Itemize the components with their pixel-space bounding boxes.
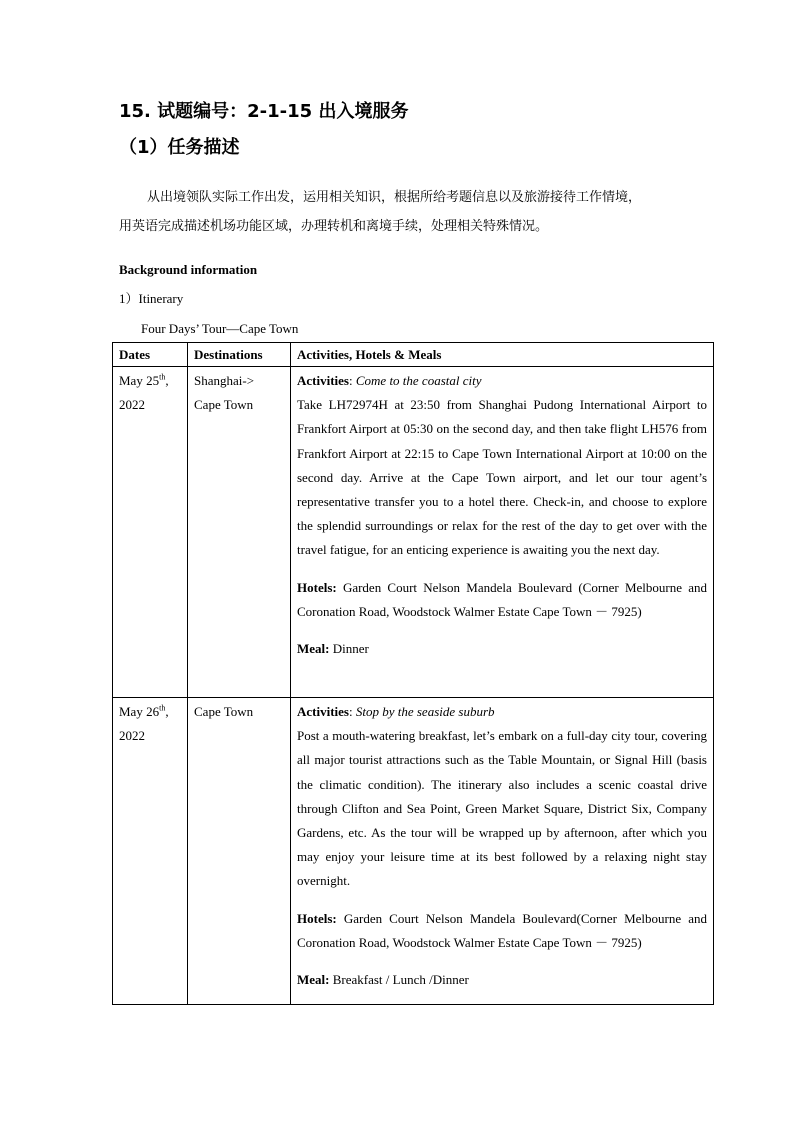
meal-text: Dinner xyxy=(332,641,369,657)
task-description-heading: （1）任务描述 xyxy=(119,137,240,158)
meal-text: Breakfast / Lunch /Dinner xyxy=(332,972,469,988)
itinerary-table xyxy=(112,342,714,1005)
table-row xyxy=(113,698,714,1005)
date-year: 2022 xyxy=(119,397,145,413)
tour-title: Four Days’ Tour—Cape Town xyxy=(141,321,299,336)
activities-text: Take LH72974H at 23:50 from Shanghai Pudong International Airport to Frankfort Airport at 05:30 on the second day, and then take flight LH576 from Frankfort Airport at 22:15 to Cape Town International Airport at 10:00 on the second day. Arrive at the Cape Town airport, and let our tour agent’s representative transfer you to a hotel there. Check-in, and choose to explore the splendid surroundings or relax for the rest of the day to get over with the travel fatigue, for an enticing experience is awaiting you the next day. xyxy=(297,397,707,558)
description-line-2: 用英语完成描述机场功能区域，办理转机和离境手续，处理相关特殊情况。 xyxy=(119,219,549,234)
header-activities: Activities, Hotels & Meals xyxy=(291,343,714,367)
hotels-text: Garden Court Nelson Mandela Boulevard(Corner Melbourne and Coronation Road, Woodstock Walmer Estate Cape Town － 7925) xyxy=(297,910,708,950)
header-destinations: Destinations xyxy=(188,343,291,367)
table-header-row xyxy=(113,343,714,367)
date-cell: May 26th, 2022 xyxy=(113,698,188,1005)
destination-cell xyxy=(188,698,291,1005)
meal-label: Meal: xyxy=(297,641,330,657)
hotels-label: Hotels: xyxy=(297,579,337,595)
destination-line-1: Cape Town xyxy=(194,704,254,719)
activities-cell: Activities: Come to the coastal city Take LH72974H at 23:50 from Shanghai Pudong International Airport to Frankfort Airport at 05:30 on the second day, and then take flight LH576 from Frankfort Airport at 22:15 to Cape Town International Airport at 10:00 on the second day. Arrive at the Cape Town airport, and let our tour agent’s representative transfer you to a hotel there. Check-in, and choose to explore the splendid surroundings or relax for the rest of the day to get over with the travel fatigue, for an enticing experience is awaiting you the next day. Hotels: Garden Court Nelson Mandela Boulevard (Corner Melbourne and Coronation Road, Woodstock Walmer Estate Cape Town － 7925) Meal: Dinner xyxy=(291,367,714,698)
activities-label: Activities xyxy=(297,704,349,719)
date-cell: May 25th, 2022 xyxy=(113,367,188,698)
activities-text: Post a mouth-watering breakfast, let’s embark on a full-day city tour, covering all major tourist attractions such as the Table Mountain, or Signal Hill (basis the climatic condition). The itinerary also includes a scenic coastal drive through Clifton and Sea Point, Green Market Square, District Six, Company Gardens, etc. As the tour will be wrapped up by afternoon, after which you may enjoy your leisure time at its best followed by a relaxing night stay overnight. xyxy=(297,728,707,889)
date-suffix: th xyxy=(159,372,166,382)
hotels-text: Garden Court Nelson Mandela Boulevard (Corner Melbourne and Coronation Road, Woodstock Walmer Estate Cape Town － 7925) xyxy=(297,579,707,619)
activities-cell: Activities: Stop by the seaside suburb Post a mouth-watering breakfast, let’s embark on a full-day city tour, covering all major tourist attractions such as the Table Mountain, or Signal Hill (basis the climatic condition). The itinerary also includes a scenic coastal drive through Clifton and Sea Point, Green Market Square, District Six, Company Gardens, etc. As the tour will be wrapped up by afternoon, after which you may enjoy your leisure time at its best followed by a relaxing night stay overnight. Hotels: Garden Court Nelson Mandela Boulevard(Corner Melbourne and Coronation Road, Woodstock Walmer Estate Cape Town － 7925) Meal: Breakfast / Lunch /Dinner xyxy=(291,698,714,1005)
section-heading: 15. 试题编号：2-1-15 出入境服务 xyxy=(119,101,409,122)
destination-line-2: Cape Town xyxy=(194,397,254,413)
activities-title: Stop by the seaside suburb xyxy=(355,704,495,719)
date-suffix: th xyxy=(159,703,166,713)
header-dates: Dates xyxy=(113,343,188,367)
itinerary-label: 1）Itinerary xyxy=(119,291,184,306)
date-year: 2022 xyxy=(119,728,145,744)
destination-line-1: Shanghai-> xyxy=(194,373,255,388)
description-line-1: 从出境领队实际工作出发，运用相关知识，根据所给考题信息以及旅游接待工作情境， xyxy=(147,190,642,205)
activities-label: Activities xyxy=(297,373,349,388)
date-month: May 26 xyxy=(119,704,160,719)
meal-label: Meal: xyxy=(297,972,330,988)
date-month: May 25 xyxy=(119,373,160,388)
activities-title: Come to the coastal city xyxy=(355,373,482,388)
background-title: Background information xyxy=(119,262,258,277)
hotels-label: Hotels: xyxy=(297,910,337,926)
table-row xyxy=(113,367,714,698)
destination-cell xyxy=(188,367,291,698)
